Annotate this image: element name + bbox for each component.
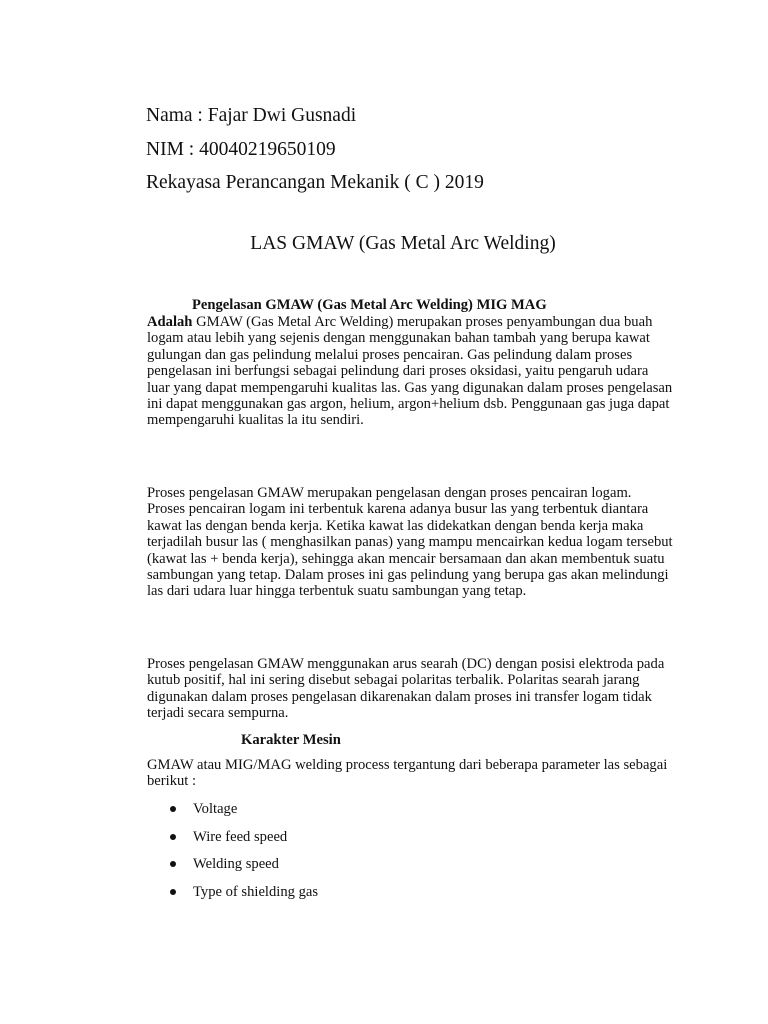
paragraph-process: Proses pengelasan GMAW merupakan pengelasan dengan proses pencairan logam. Proses pencairan logam ini terbentuk karena adanya busur las yang terbentuk diantara kawat las dengan benda kerja. Ketika kawat las didekatkan dengan benda kerja maka terjadilah busur las ( menghasilkan panas) yang mampu mencairkan kedua logam tersebut (kawat las + benda kerja), sehingga akan mencair bersamaan dan akan membentuk suatu sambungan yang tetap. Dalam proses ini gas pelindung yang berupa gas akan melindungi las dari udara luar hingga terbentuk suatu sambungan yang tetap. (147, 485, 673, 600)
student-nim: NIM : 40040219650109 (146, 139, 336, 160)
section-heading-gmaw: Pengelasan GMAW (Gas Metal Arc Welding) MIG MAG (192, 297, 547, 313)
document-title: LAS GMAW (Gas Metal Arc Welding) (250, 233, 556, 254)
bullet-icon (170, 889, 176, 895)
bullet-icon (170, 834, 176, 840)
list-item (170, 883, 318, 911)
paragraph-definition (147, 314, 673, 429)
section-heading-machine: Karakter Mesin (241, 732, 341, 748)
lead-word: Adalah (147, 314, 193, 330)
paragraph-definition-text: GMAW (Gas Metal Arc Welding) merupakan proses penyambungan dua buah logam atau lebih yang sejenis dengan menggunakan bahan tambah yang berupa kawat gulungan dan gas pelindung melalui proses pencairan. Gas pelindung dalam proses pengelasan ini berfungsi sebagai pelindung dari proses oksidasi, yaitu pengaruh udara luar yang dapat mempengaruhi kualitas las. Gas yang digunakan dalam proses pengelasan ini dapat menggunakan gas argon, helium, argon+helium dsb. Penggunaan gas juga dapat mempengaruhi kualitas la itu sendiri. (147, 314, 673, 429)
list-item-label: Welding speed (193, 856, 279, 873)
paragraph-parameters-intro: GMAW atau MIG/MAG welding process tergantung dari beberapa parameter las sebagai berikut : (147, 757, 668, 790)
student-name: Nama : Fajar Dwi Gusnadi (146, 105, 357, 126)
paragraph-polarity: Proses pengelasan GMAW menggunakan arus searah (DC) dengan posisi elektroda pada kutub positif, hal ini sering disebut sebagai polaritas terbalik. Polaritas searah jarang digunakan dalam proses pengelasan dikarenakan dalam proses ini transfer logam tidak terjadi secara sempurna. (147, 656, 665, 722)
list-item-label: Wire feed speed (193, 828, 288, 845)
parameter-list (170, 800, 318, 910)
bullet-icon (170, 861, 176, 867)
list-item (170, 855, 318, 883)
list-item (170, 828, 318, 856)
study-program: Rekayasa Perancangan Mekanik ( C ) 2019 (146, 172, 484, 193)
list-item-label: Voltage (193, 801, 238, 817)
list-item (170, 800, 318, 828)
bullet-icon (170, 806, 176, 812)
list-item-label: Type of shielding gas (193, 883, 319, 900)
